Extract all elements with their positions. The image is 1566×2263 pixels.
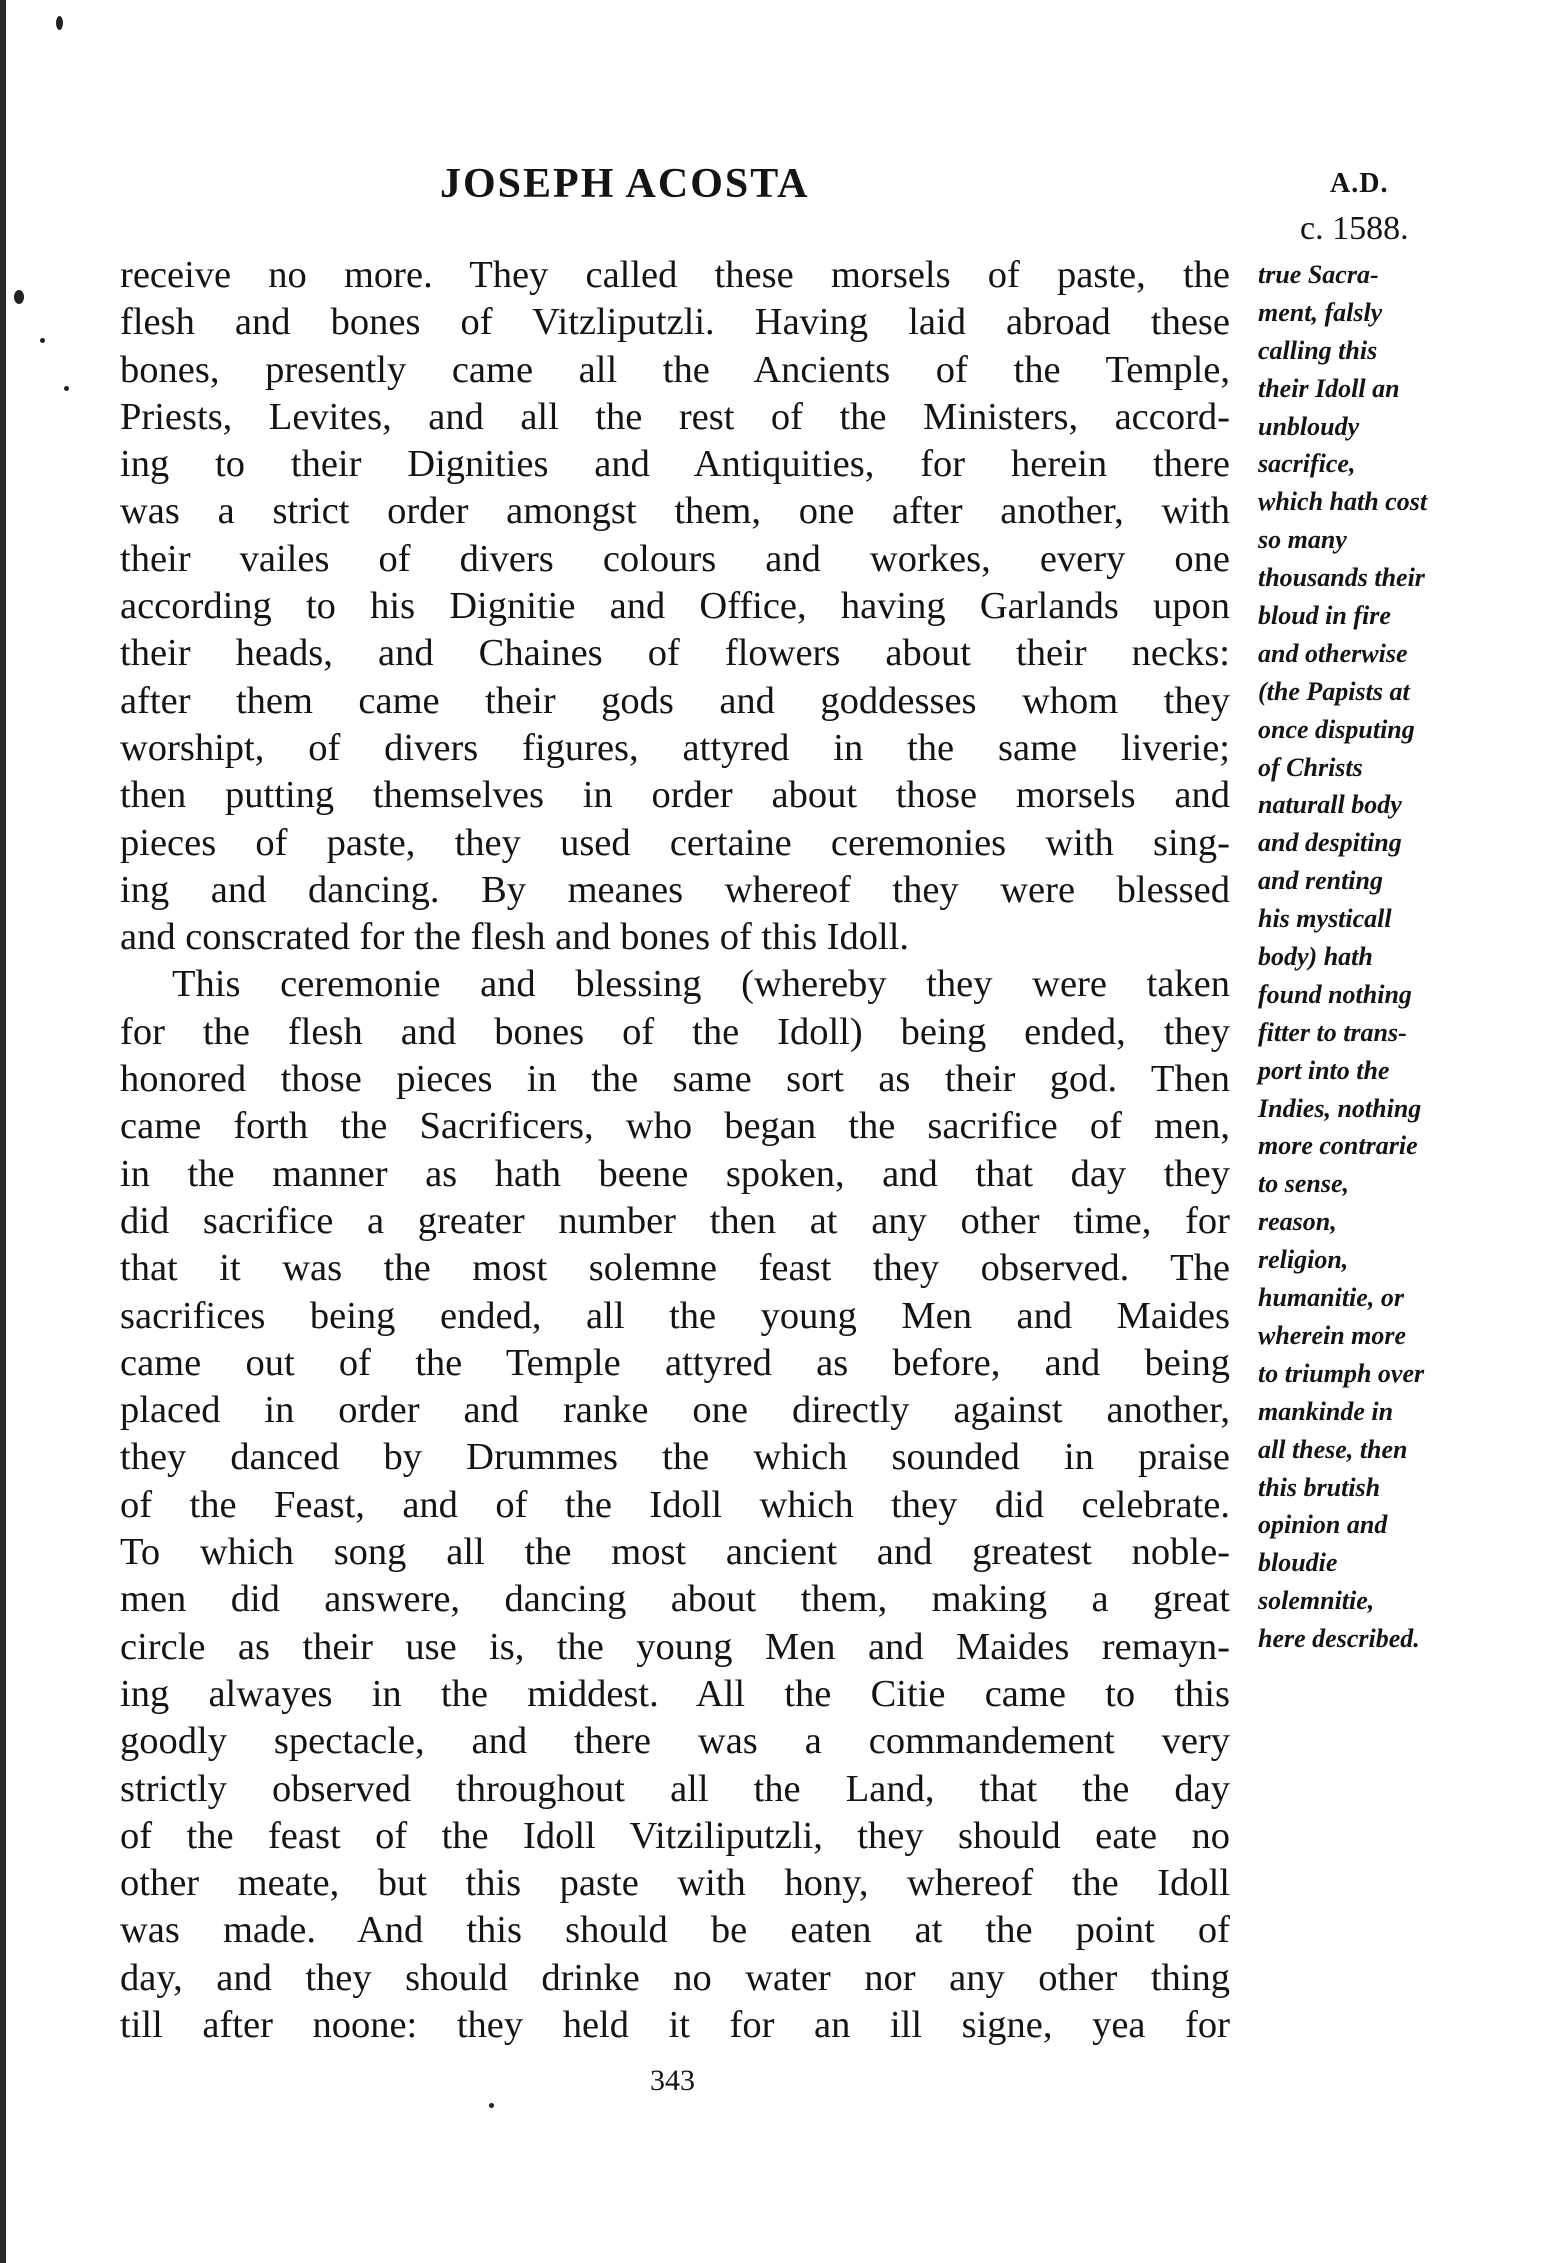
text-line: their vailes of divers colours and workes, every one bbox=[120, 537, 1230, 580]
text-line: flesh and bones of Vitzliputzli. Having laid abroad these bbox=[120, 301, 1230, 344]
margin-note-line: reason, bbox=[1258, 1207, 1337, 1237]
margin-note-line: this brutish bbox=[1258, 1472, 1381, 1502]
page-header-era: A.D. bbox=[1330, 168, 1389, 199]
text-line: honored those pieces in the same sort as their god. Then bbox=[120, 1058, 1230, 1101]
text-line: and conscrated for the flesh and bones of this Idoll. bbox=[120, 916, 910, 959]
margin-note-line: Indies, nothing bbox=[1258, 1093, 1422, 1123]
margin-note-line: their Idoll an bbox=[1258, 373, 1400, 403]
margin-note-line: and otherwise bbox=[1258, 638, 1408, 668]
edge-mark bbox=[14, 290, 24, 304]
text-line: for the flesh and bones of the Idoll) being ended, they bbox=[120, 1010, 1230, 1053]
text-line: circle as their use is, the young Men and Maides remayn- bbox=[120, 1625, 1230, 1668]
text-line: came forth the Sacrificers, who began the sacrifice of men, bbox=[120, 1105, 1230, 1148]
text-line: day, and they should drinke no water nor any other thing bbox=[120, 1956, 1230, 1999]
text-line: receive no more. They called these morsels of paste, the bbox=[120, 254, 1230, 296]
text-line: sacrifices being ended, all the young Men and Maides bbox=[120, 1294, 1230, 1337]
text-line: in the manner as hath beene spoken, and that day they bbox=[120, 1152, 1230, 1195]
margin-note-line: found nothing bbox=[1258, 979, 1412, 1009]
margin-note-line: naturall body bbox=[1258, 790, 1402, 820]
text-line: that it was the most solemne feast they observed. The bbox=[120, 1247, 1230, 1290]
text-line: other meate, but this paste with hony, whereof the Idoll bbox=[120, 1862, 1230, 1905]
margin-note-line: here described. bbox=[1258, 1624, 1420, 1654]
text-line: This ceremonie and blessing (whereby they were taken bbox=[172, 963, 1230, 1006]
edge-mark bbox=[489, 2103, 494, 2108]
margin-note-line: sacrifice, bbox=[1258, 449, 1356, 479]
margin-note-line: fitter to trans- bbox=[1258, 1017, 1407, 1047]
margin-note-line: humanitie, or bbox=[1258, 1283, 1404, 1313]
text-line: bones, presently came all the Ancients of the Temple, bbox=[120, 348, 1230, 391]
edge-mark bbox=[40, 338, 45, 343]
margin-note-line: once disputing bbox=[1258, 714, 1415, 744]
text-line: placed in order and ranke one directly against another, bbox=[120, 1389, 1230, 1432]
margin-note-line: (the Papists at bbox=[1258, 676, 1410, 706]
text-line: ing alwayes in the middest. All the Citie came to this bbox=[120, 1672, 1230, 1715]
text-line: worshipt, of divers figures, attyred in the same liverie; bbox=[120, 726, 1230, 769]
margin-note-line: to triumph over bbox=[1258, 1358, 1425, 1388]
margin-note-line: his mysticall bbox=[1258, 904, 1392, 934]
margin-note-line: religion, bbox=[1258, 1245, 1349, 1275]
text-line: goodly spectacle, and there was a commandement very bbox=[120, 1720, 1230, 1763]
margin-note-line: and despiting bbox=[1258, 828, 1402, 858]
text-line: pieces of paste, they used certaine ceremonies with sing- bbox=[120, 821, 1230, 864]
margin-note-line: of Christs bbox=[1258, 752, 1363, 782]
margin-note-line: which hath cost bbox=[1258, 487, 1428, 517]
text-line: was made. And this should be eaten at the point of bbox=[120, 1909, 1230, 1952]
body-text bbox=[120, 252, 1230, 2049]
page-number: 343 bbox=[650, 2064, 695, 2097]
text-line: of the feast of the Idoll Vitziliputzli, they should eate no bbox=[120, 1814, 1230, 1857]
margin-note-line: unbloudy bbox=[1258, 411, 1360, 441]
margin-note-line: and renting bbox=[1258, 866, 1383, 896]
text-line: according to his Dignitie and Office, having Garlands upon bbox=[120, 585, 1230, 628]
text-line: was a strict order amongst them, one after another, with bbox=[120, 490, 1230, 533]
margin-note-line: bloudie bbox=[1258, 1548, 1338, 1578]
margin-note-line: mankinde in bbox=[1258, 1396, 1394, 1426]
margin-note-line: thousands their bbox=[1258, 563, 1425, 593]
margin-note-line: ment, falsly bbox=[1258, 297, 1383, 327]
margin-note-line: opinion and bbox=[1258, 1510, 1388, 1540]
text-line: strictly observed throughout all the Land, that the day bbox=[120, 1767, 1230, 1810]
margin-note-line: calling this bbox=[1258, 335, 1378, 365]
text-line: their heads, and Chaines of flowers about their necks: bbox=[120, 632, 1230, 675]
margin-note-line: true Sacra- bbox=[1258, 260, 1379, 289]
text-line: came out of the Temple attyred as before, and being bbox=[120, 1341, 1230, 1384]
margin-note-line: bloud in fire bbox=[1258, 601, 1391, 631]
text-line: did sacrifice a greater number then at any other time, for bbox=[120, 1199, 1230, 1242]
page-binding-edge bbox=[0, 0, 6, 2263]
margin-note-line: wherein more bbox=[1258, 1320, 1407, 1350]
margin-note-line: to sense, bbox=[1258, 1169, 1349, 1199]
margin-note-line: body) hath bbox=[1258, 942, 1373, 972]
edge-mark bbox=[56, 16, 63, 30]
text-line: ing to their Dignities and Antiquities, for herein there bbox=[120, 443, 1230, 486]
margin-note-line: more contrarie bbox=[1258, 1131, 1418, 1161]
text-line: they danced by Drummes the which sounded in praise bbox=[120, 1436, 1230, 1479]
text-line: Priests, Levites, and all the rest of the Ministers, accord- bbox=[120, 395, 1230, 438]
page-header-title: JOSEPH ACOSTA bbox=[440, 161, 810, 207]
text-line: of the Feast, and of the Idoll which they did celebrate. bbox=[120, 1483, 1230, 1526]
page-header-year: c. 1588. bbox=[1300, 210, 1409, 247]
text-line: till after noone: they held it for an ill signe, yea for bbox=[120, 2003, 1230, 2046]
text-line: To which song all the most ancient and greatest noble- bbox=[120, 1531, 1230, 1574]
edge-mark bbox=[64, 386, 69, 391]
text-line: then putting themselves in order about those morsels and bbox=[120, 774, 1230, 817]
text-line: ing and dancing. By meanes whereof they were blessed bbox=[120, 868, 1230, 911]
margin-note-line: solemnitie, bbox=[1258, 1586, 1375, 1616]
margin-note bbox=[1258, 256, 1558, 1658]
text-line: men did answere, dancing about them, making a great bbox=[120, 1578, 1230, 1621]
margin-note-line: so many bbox=[1258, 525, 1347, 555]
text-line: after them came their gods and goddesses whom they bbox=[120, 679, 1230, 722]
margin-note-line: all these, then bbox=[1258, 1434, 1408, 1464]
margin-note-line: port into the bbox=[1258, 1055, 1390, 1085]
